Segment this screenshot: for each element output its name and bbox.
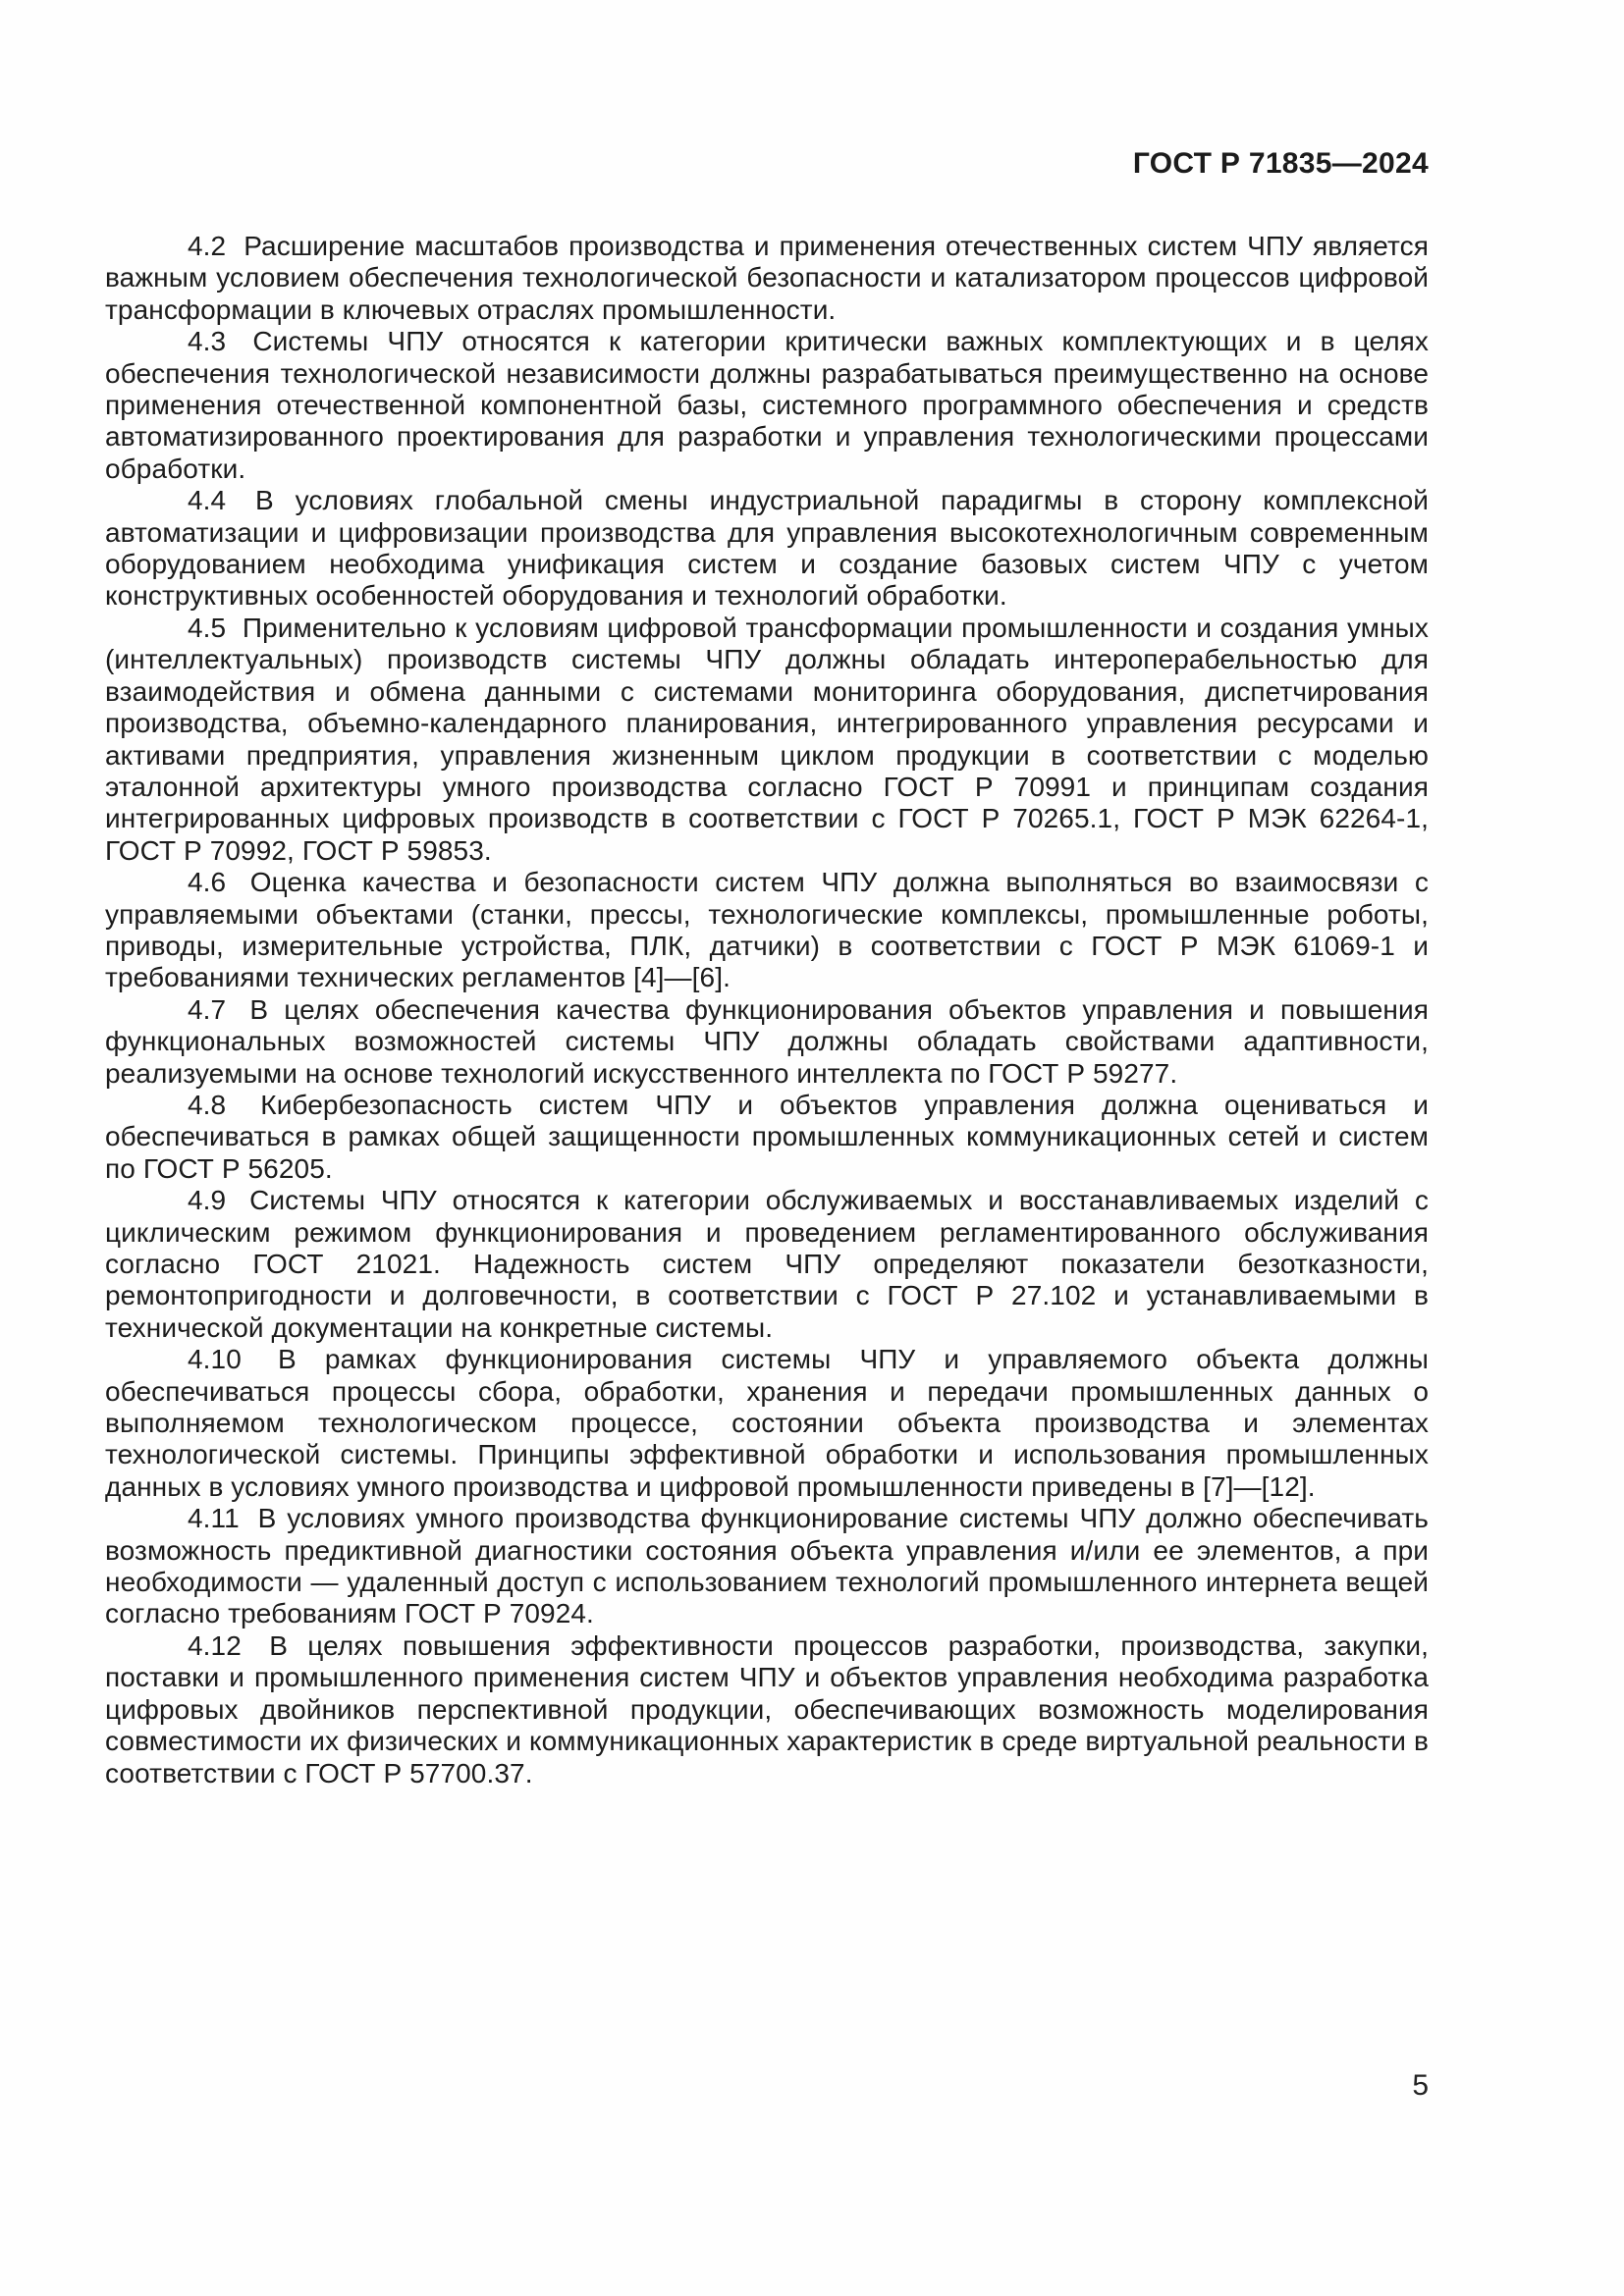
- clause-text: В целях обеспечения качества функционирования объектов управления и повышения функциональных возможностей системы ЧПУ должны обладать свойствами адаптивности, реализуемыми на основе технологий искусственного интеллекта по ГОСТ Р 59277.: [105, 993, 1429, 1089]
- clause-number: 4.9: [188, 1185, 227, 1216]
- clause-number: 4.8: [188, 1089, 227, 1120]
- clause-number: 4.10: [188, 1344, 242, 1375]
- clause-paragraph-4-6: [105, 867, 1429, 994]
- clause-paragraph-4-3: [105, 326, 1429, 485]
- clause-number: 4.5: [188, 612, 227, 643]
- clause-text: Применительно к условиям цифровой трансформации промышленности и создания умных (интеллектуальных) производств системы ЧПУ должны обладать интероперабельностью для взаимодействия и обмена данными с системами мониторинга оборудования, диспетчирования производства, объемно-календарного планирования, интегрированного управления ресурсами и активами предприятия, управления жизненным циклом продукции в соответствии с моделью эталонной архитектуры умного производства согласно ГОСТ Р 70991 и принципам создания интегрированных цифровых производств в соответствии с ГОСТ Р 70265.1, ГОСТ Р МЭК 62264-1, ГОСТ Р 70992, ГОСТ Р 59853.: [105, 612, 1429, 866]
- clause-paragraph-4-8: [105, 1090, 1429, 1185]
- clause-paragraph-4-7: [105, 994, 1429, 1090]
- clause-text: Оценка качества и безопасности систем ЧПУ должна выполняться во взаимосвязи с управляемыми объектами (станки, прессы, технологические комплексы, промышленные роботы, приводы, измерительные устройства, ПЛК, датчики) в соответствии с ГОСТ Р МЭК 61069-1 и требованиями технических регламентов [4]—[6].: [105, 867, 1429, 993]
- clause-text: Расширение масштабов производства и применения отечественных систем ЧПУ является важным условием обеспечения технологической безопасности и катализатором процессов цифровой трансформации в ключевых отраслях промышленности.: [105, 231, 1429, 325]
- clause-number: 4.12: [188, 1629, 242, 1661]
- clause-paragraph-4-9: [105, 1185, 1429, 1344]
- clause-paragraph-4-5: [105, 613, 1429, 867]
- clause-text: В рамках функционирования системы ЧПУ и управляемого объекта должны обеспечиваться процессы сбора, обработки, хранения и передачи промышленных данных о выполняемом технологическом процессе, состоянии объекта производства и элементах технологической системы. Принципы эффективной обработки и использования промышленных данных в условиях умного производства и цифровой промышленности приведены в [7]—[12].: [105, 1344, 1429, 1502]
- clause-number: 4.6: [188, 867, 227, 898]
- clause-paragraph-4-2: [105, 231, 1429, 326]
- page-header: [105, 148, 1429, 180]
- clause-number: 4.7: [188, 993, 227, 1025]
- clause-text: Системы ЧПУ относятся к категории обслуживаемых и восстанавливаемых изделий с циклическим режимом функционирования и проведением регламентированного обслуживания согласно ГОСТ 21021. Надежность систем ЧПУ определяют показатели безотказности, ремонтопригодности и долговечности, в соответствии с ГОСТ Р 27.102 и устанавливаемыми в технической документации на конкретные системы.: [105, 1185, 1429, 1343]
- clause-paragraph-4-12: [105, 1630, 1429, 1789]
- document-body: [105, 231, 1429, 1789]
- clause-number: 4.2: [188, 231, 227, 261]
- clause-text: В условиях глобальной смены индустриальной парадигмы в сторону комплексной автоматизации и цифровизации производства для управления высокотехнологичным современным оборудованием необходима унификация систем и создание базовых систем ЧПУ с учетом конструктивных особенностей оборудования и технологий обработки.: [105, 485, 1429, 612]
- clause-text: Кибербезопасность систем ЧПУ и объектов управления должна оцениваться и обеспечиваться в рамках общей защищенности промышленных коммуникационных сетей и систем по ГОСТ Р 56205.: [105, 1089, 1429, 1184]
- clause-text: Системы ЧПУ относятся к категории критически важных комплектующих и в целях обеспечения технологической независимости должны разрабатываться преимущественно на основе применения отечественной компонентной базы, системного программного обеспечения и средств автоматизированного проектирования для разработки и управления технологическими процессами обработки.: [105, 326, 1429, 484]
- page-number: 5: [1412, 2069, 1429, 2102]
- clause-paragraph-4-4: [105, 485, 1429, 613]
- clause-paragraph-4-11: [105, 1503, 1429, 1630]
- clause-number: 4.3: [188, 326, 227, 357]
- clause-number: 4.11: [188, 1503, 240, 1534]
- clause-number: 4.4: [188, 485, 227, 516]
- clause-paragraph-4-10: [105, 1344, 1429, 1503]
- clause-text: В условиях умного производства функционирование системы ЧПУ должно обеспечивать возможность предиктивной диагностики состояния объекта управления и/или ее элементов, а при необходимости — удаленный доступ с использованием технологий промышленного интернета вещей согласно требованиям ГОСТ Р 70924.: [105, 1503, 1429, 1629]
- clause-text: В целях повышения эффективности процессов разработки, производства, закупки, поставки и промышленного применения систем ЧПУ и объектов управления необходима разработка цифровых двойников перспективной продукции, обеспечивающих возможность моделирования совместимости их физических и коммуникационных характеристик в среде виртуальной реальности в соответствии с ГОСТ Р 57700.37.: [105, 1629, 1429, 1789]
- standard-code: ГОСТ Р 71835—2024: [1132, 147, 1429, 180]
